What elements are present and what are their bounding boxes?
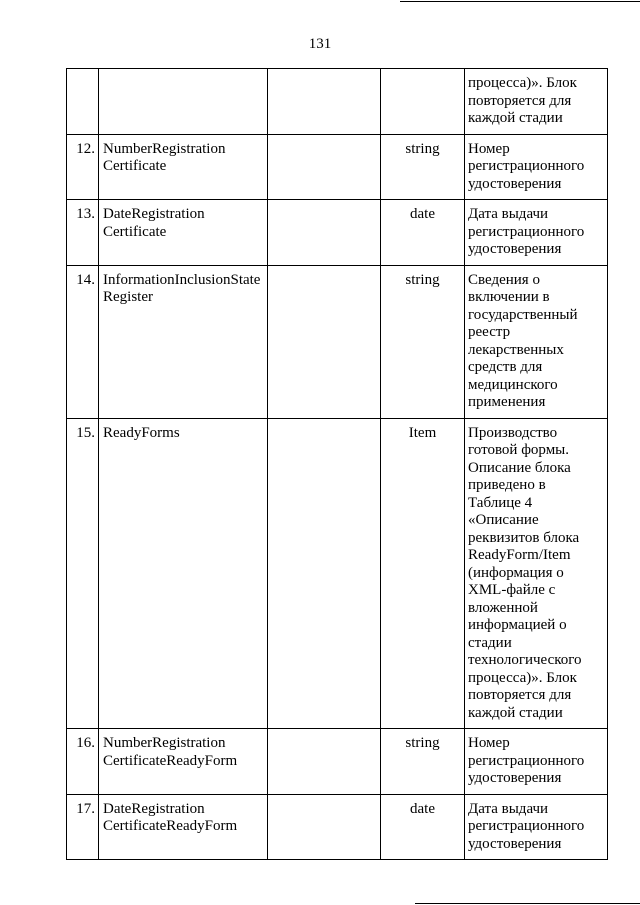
page-number: 131 <box>308 36 332 52</box>
row-number: 16. <box>67 729 99 795</box>
row-number: 14. <box>67 265 99 418</box>
table-row <box>67 134 608 200</box>
bottom-scan-rule <box>415 903 640 904</box>
empty-cell <box>268 729 381 795</box>
field-type: date <box>381 200 465 266</box>
field-type: string <box>381 265 465 418</box>
row-number: 17. <box>67 794 99 860</box>
top-scan-rule <box>400 1 640 2</box>
field-type: string <box>381 134 465 200</box>
field-type: Item <box>381 418 465 729</box>
table-row <box>67 729 608 795</box>
field-description: процесса)». Блок повторяется для каждой стадии <box>465 69 608 135</box>
field-type: string <box>381 729 465 795</box>
field-description: Сведения о включении в государственный реестр лекарственных средств для медицинского применения <box>465 265 608 418</box>
requisites-table <box>66 68 608 860</box>
row-number <box>67 69 99 135</box>
field-description: Номер регистрационного удостоверения <box>465 134 608 200</box>
table-row <box>67 265 608 418</box>
empty-cell <box>268 134 381 200</box>
field-description: Номер регистрационного удостоверения <box>465 729 608 795</box>
empty-cell <box>268 69 381 135</box>
empty-cell <box>268 794 381 860</box>
table-row <box>67 200 608 266</box>
table-row <box>67 69 608 135</box>
row-number: 13. <box>67 200 99 266</box>
row-number: 15. <box>67 418 99 729</box>
empty-cell <box>268 265 381 418</box>
empty-cell <box>268 418 381 729</box>
field-description: Дата выдачи регистрационного удостоверения <box>465 200 608 266</box>
field-description: Дата выдачи регистрационного удостоверения <box>465 794 608 860</box>
field-name: DateRegistration CertificateReadyForm <box>99 794 268 860</box>
field-name: ReadyForms <box>99 418 268 729</box>
field-name <box>99 69 268 135</box>
table-row <box>67 418 608 729</box>
field-name: NumberRegistration CertificateReadyForm <box>99 729 268 795</box>
empty-cell <box>268 200 381 266</box>
row-number: 12. <box>67 134 99 200</box>
table-row <box>67 794 608 860</box>
field-name: NumberRegistration Certificate <box>99 134 268 200</box>
field-description: Производство готовой формы. Описание блока приведено в Таблице 4 «Описание реквизитов блока ReadyForm/Item (информация о XML-файле с вложенной информацией о стадии технологического процесса)». Блок повторяется для каждой стадии <box>465 418 608 729</box>
field-type <box>381 69 465 135</box>
field-name: DateRegistration Certificate <box>99 200 268 266</box>
field-name: InformationInclusionState Register <box>99 265 268 418</box>
field-type: date <box>381 794 465 860</box>
